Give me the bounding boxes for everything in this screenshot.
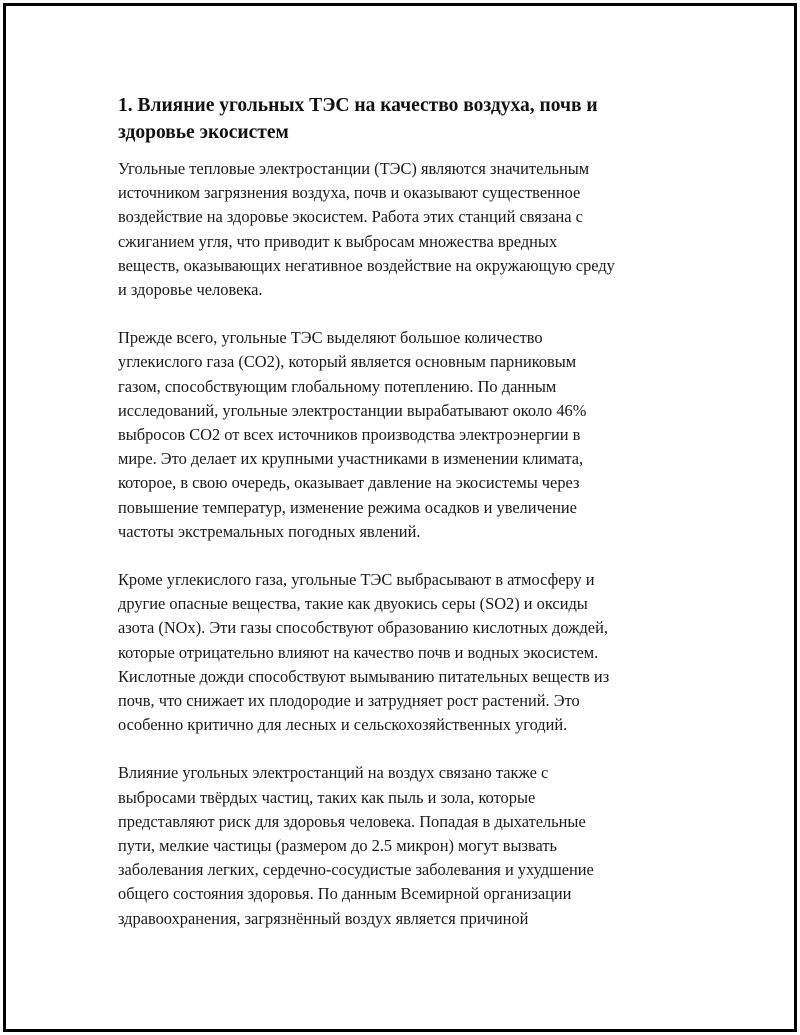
- paragraph-co2: Прежде всего, угольные ТЭС выделяют большое количество углекислого газа (CO2), который является основным парниковым газом, способствующим глобальному потеплению. По данным исследований, угольные электростанции вырабатывают около 46% выбросов CO2 от всех источников производства электроэнергии в мире. Это делает их крупными участниками в изменении климата, которое, в свою очередь, оказывает давление на экосистемы через повышение температур, изменение режима осадков и увеличение частоты экстремальных погодных явлений.: [118, 328, 587, 541]
- section-heading: 1. Влияние угольных ТЭС на качество воздуха, почв и здоровье экосистем: [118, 95, 598, 143]
- paragraph-intro: Угольные тепловые электростанции (ТЭС) являются значительным источником загрязнения воздуха, почв и оказывают существенное воздействие на здоровье экосистем. Работа этих станций связана с сжиганием угля, что приводит к выбросам множества вредных веществ, оказывающих негативное воздействие на окружающую среду и здоровье человека.: [118, 159, 615, 300]
- paragraph-acid-rain: Кроме углекислого газа, угольные ТЭС выбрасывают в атмосферу и другие опасные вещества, такие как двуокись серы (SO2) и оксиды азота (NOx). Эти газы способствуют образованию кислотных дождей, которые отрицательно влияют на качество почв и водных экосистем. Кислотные дожди способствуют вымыванию питательных веществ из почв, что снижает их плодородие и затрудняет рост растений. Это особенно критично для лесных и сельскохозяйственных угодий.: [118, 570, 610, 735]
- document-body: [118, 92, 684, 955]
- paragraph-particulates: Влияние угольных электростанций на воздух связано также с выбросами твёрдых частиц, таких как пыль и зола, которые представляют риск для здоровья человека. Попадая в дыхательные пути, мелкие частицы (размером до 2.5 микрон) могут вызвать заболевания легких, сердечно-сосудистые заболевания и ухудшение общего состояния здоровья. По данным Всемирной организации здравоохранения, загрязнённый воздух является причиной: [118, 763, 594, 928]
